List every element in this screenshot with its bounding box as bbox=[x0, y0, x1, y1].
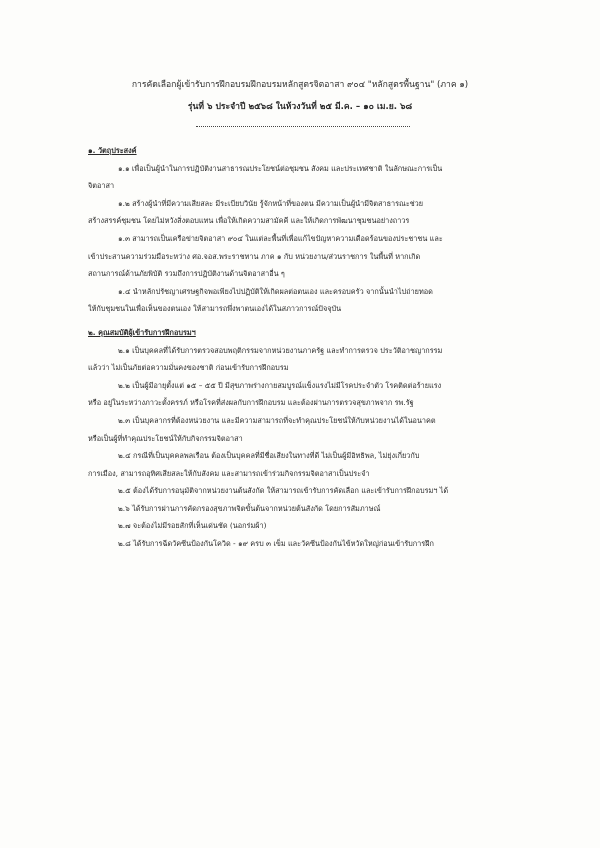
dotted-divider bbox=[196, 126, 410, 127]
title-line-2: รุ่นที่ ๖ ประจำปี ๒๕๖๘ ในห้วงวันที่ ๒๕ มี.ค. – ๑๐ เม.ย. ๖๘ bbox=[187, 102, 413, 112]
section-2-line: ๒.๗ จะต้องไม่มีรอยสักที่เห็นเด่นชัด (นอกร่มผ้า) bbox=[118, 521, 267, 531]
section-2-line: ๒.๒ เป็นผู้มีอายุตั้งแต่ ๑๕ – ๕๕ ปี มีสุขภาพร่างกายสมบูรณ์แข็งแรงไม่มีโรคประจำตัว โรคติดต่อร้ายแรง bbox=[118, 380, 442, 390]
section-1-line: เข้าประสานความร่วมมือระหว่าง ศอ.จอส.พระราชทาน ภาค ๑ กับ หน่วยงาน/ส่วนราชการ ในพื้นที่ หากเกิด bbox=[88, 251, 421, 261]
section-1-heading: ๑. วัตถุประสงค์ bbox=[88, 146, 137, 155]
section-2-line: หรือเป็นผู้ที่ทำคุณประโยชน์ให้กับกิจกรรมจิตอาสา bbox=[88, 433, 243, 443]
section-2-line: แล้วว่า ไม่เป็นภัยต่อความมั่นคงของชาติ ก่อนเข้ารับการฝึกอบรม bbox=[88, 363, 289, 373]
document-title bbox=[0, 74, 600, 118]
section-1-line: สถานการณ์ด้านภัยพิบัติ รวมถึงการปฏิบัติงานด้านจิตอาสาอื่น ๆ bbox=[88, 269, 285, 279]
section-2-line: การเมือง, สามารถอุทิศเสียสละให้กับสังคม และสามารถเข้าร่วมกิจกรรมจิตอาสาเป็นประจำ bbox=[88, 468, 370, 478]
section-2-line: หรือ อยู่ในระหว่างภาวะตั้งครรภ์ หรือโรคที่ส่งผลกับการฝึกอบรม และต้องผ่านการตรวจสุขภาพจาก รพ.รัฐ bbox=[88, 398, 414, 408]
section-1-line: ๑.๒ สร้างผู้นำที่มีความเสียสละ มีระเบียบวินัย รู้จักหน้าที่ของตน มีความเป็นผู้นำมีจิตสาธารณะช่วย bbox=[118, 198, 424, 208]
section-1-line: ให้กับชุมชนในเพื่อเห็นของตนเอง ให้สามารถพึ่งพาตนเองได้ในสภาวการณ์ปัจจุบัน bbox=[88, 304, 342, 314]
section-2-heading: ๒. คุณสมบัติผู้เข้ารับการฝึกอบรมฯ bbox=[88, 327, 196, 337]
section-1-line: ๑.๓ สามารถเป็นเครือข่ายจิตอาสา ๙๐๔ ในแต่ละพื้นที่เพื่อแก้ไขปัญหาความเดือดร้อนของประชาชน และ bbox=[118, 233, 443, 243]
section-2-line: ๒.๑ เป็นบุคคลที่ได้รับการตรวจสอบพฤติกรรมจากหน่วยงานภาครัฐ และทำการตรวจ ประวัติอาชญากรรม bbox=[118, 345, 443, 355]
section-2-line: ๒.๔ กรณีที่เป็นบุคคลพลเรือน ต้องเป็นบุคคลที่มีชื่อเสียงในทางที่ดี ไม่เป็นผู้มีอิทธิพล, ไม่ยุ่งเกี่ยวกับ bbox=[118, 451, 420, 461]
section-2-line: ๒.๘ ได้รับการฉีดวัคซีนป้องกันโควิด - ๑๙ ครบ ๓ เข็ม และวัคซีนป้องกันไข้หวัดใหญ่ก่อนเข้ารับการฝึก bbox=[118, 539, 434, 549]
section-2-line: ๒.๖ ได้รับการผ่านการคัดกรองสุขภาพจิตขั้นต้นจากหน่วยต้นสังกัด โดยการสัมภาษณ์ bbox=[118, 503, 381, 513]
section-1-line: จิตอาสา bbox=[88, 181, 115, 191]
title-line-1: การคัดเลือกผู้เข้ารับการฝึกอบรมฝึกอบรมหลักสูตรจิตอาสา ๙๐๔ "หลักสูตรพื้นฐาน" (ภาค ๑) bbox=[131, 80, 469, 90]
section-2-line: ๒.๕ ต้องได้รับการอนุมัติจากหน่วยงานต้นสังกัด ให้สามารถเข้ารับการคัดเลือก และเข้ารับการฝึกอบรมฯ ได้ bbox=[118, 486, 449, 496]
document-body bbox=[88, 142, 524, 553]
section-2-line: ๒.๓ เป็นบุคลากรที่ต้องหน่วยงาน และมีความสามารถที่จะทำคุณประโยชน์ให้กับหน่วยงานได้ในอนาคต bbox=[118, 415, 436, 425]
section-1-line: ๑.๔ นำหลักปรัชญาเศรษฐกิจพอเพียงไปปฏิบัติให้เกิดผลต่อตนเอง และครอบครัว จากนั้นนำไปถ่ายทอด bbox=[118, 286, 433, 296]
section-1-line: สร้างสรรค์ชุมชน โดยไม่หวังสิ่งตอบแทน เพื่อให้เกิดความสามัคคี และให้เกิดการพัฒนาชุมชนอย่างถาวร bbox=[88, 216, 410, 226]
section-1-line: ๑.๑ เพื่อเป็นผู้นำในการปฏิบัติงานสาธารณประโยชน์ต่อชุมชน สังคม และประเทศชาติ ในลักษณะการเป็น bbox=[118, 163, 443, 173]
